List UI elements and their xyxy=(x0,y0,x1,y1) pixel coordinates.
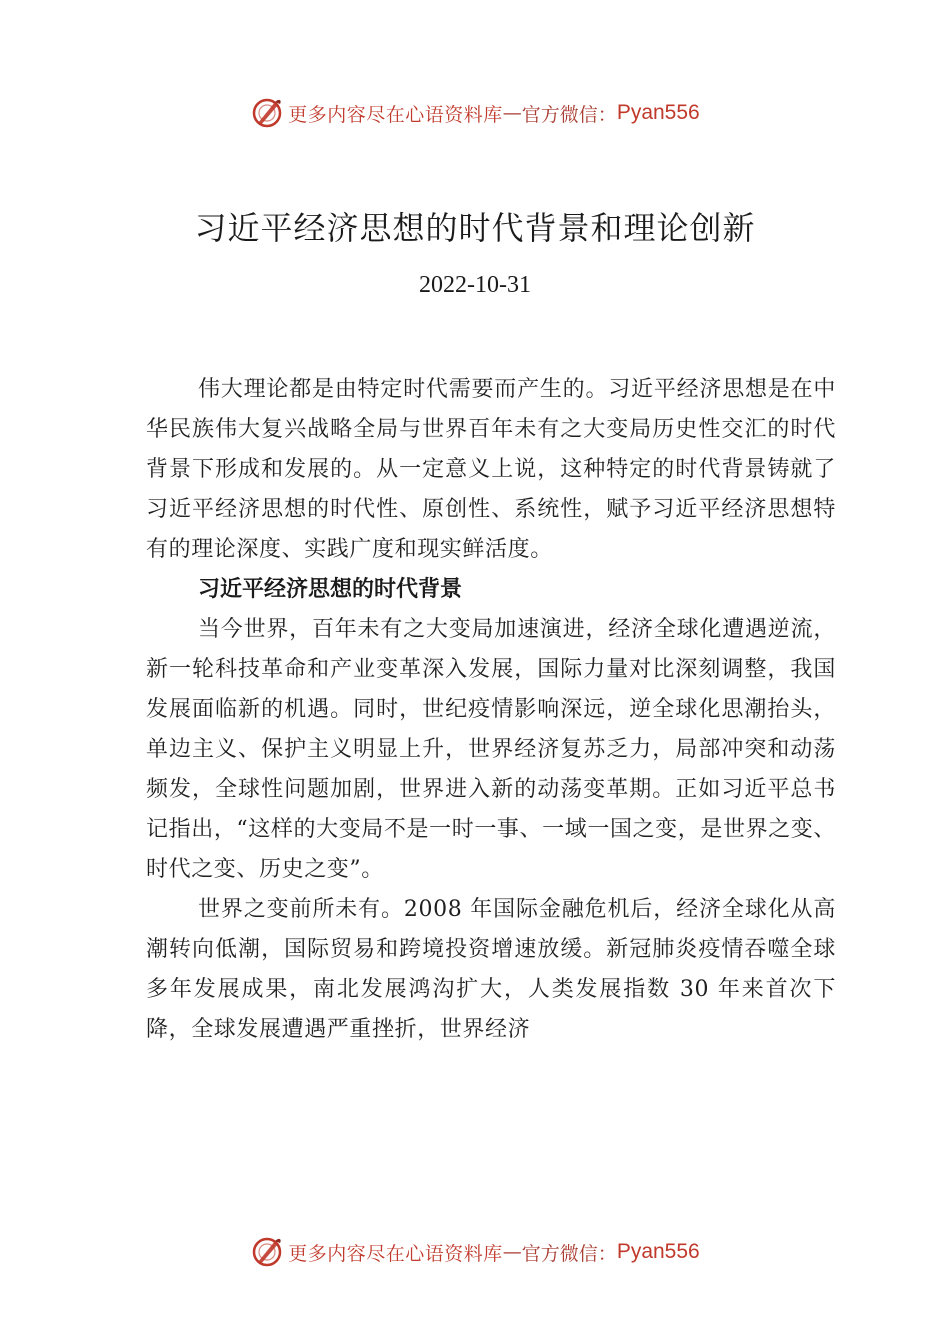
footer-banner xyxy=(0,1232,950,1272)
section-heading: 习近平经济思想的时代背景 xyxy=(198,577,463,602)
banner-separator: — xyxy=(502,1241,522,1263)
quill-seal-icon xyxy=(250,96,284,130)
document-title: 习近平经济思想的时代背景和理论创新 xyxy=(194,209,756,247)
body-paragraph: 世界之变前所未有。2008 年国际金融危机后，经济全球化从高潮转向低潮，国际贸易和跨境投资增速放缓。新冠肺炎疫情吞噬全球多年发展成果，南北发展鸿沟扩大，人类发展指数 30 年来首次下降，全球发展遭遇严重挫折，世界经济 xyxy=(146,897,836,1042)
header-banner xyxy=(0,93,950,133)
banner-text: 更多内容尽在心语资料库 xyxy=(288,1242,503,1265)
banner-wechat-label: 官方微信： xyxy=(521,103,617,126)
intro-paragraph: 伟大理论都是由特定时代需要而产生的。习近平经济思想是在中华民族伟大复兴战略全局与世界百年未有之大变局历史性交汇的时代背景下形成和发展的。从一定意义上说，这种特定的时代背景铸就了习近平经济思想的时代性、原创性、系统性，赋予习近平经济思想特有的理论深度、实践广度和现实鲜活度。 xyxy=(146,377,836,562)
document-date: 2022-10-31 xyxy=(419,272,531,298)
banner-separator: — xyxy=(502,102,522,124)
banner-text: 更多内容尽在心语资料库 xyxy=(288,103,503,126)
banner-wechat-id: Pyan556 xyxy=(616,1240,700,1263)
banner-wechat-id: Pyan556 xyxy=(616,101,700,124)
banner-wechat-label: 官方微信： xyxy=(521,1242,617,1265)
quill-seal-icon xyxy=(250,1235,284,1269)
body-paragraph: 当今世界，百年未有之大变局加速演进，经济全球化遭遇逆流，新一轮科技革命和产业变革深入发展，国际力量对比深刻调整，我国发展面临新的机遇。同时，世纪疫情影响深远，逆全球化思潮抬头，单边主义、保护主义明显上升，世界经济复苏乏力，局部冲突和动荡频发，全球性问题加剧，世界进入新的动荡变革期。正如习近平总书记指出，“这样的大变局不是一时一事、一域一国之变，是世界之变、时代之变、历史之变”。 xyxy=(146,617,836,882)
document-body xyxy=(146,370,836,1050)
